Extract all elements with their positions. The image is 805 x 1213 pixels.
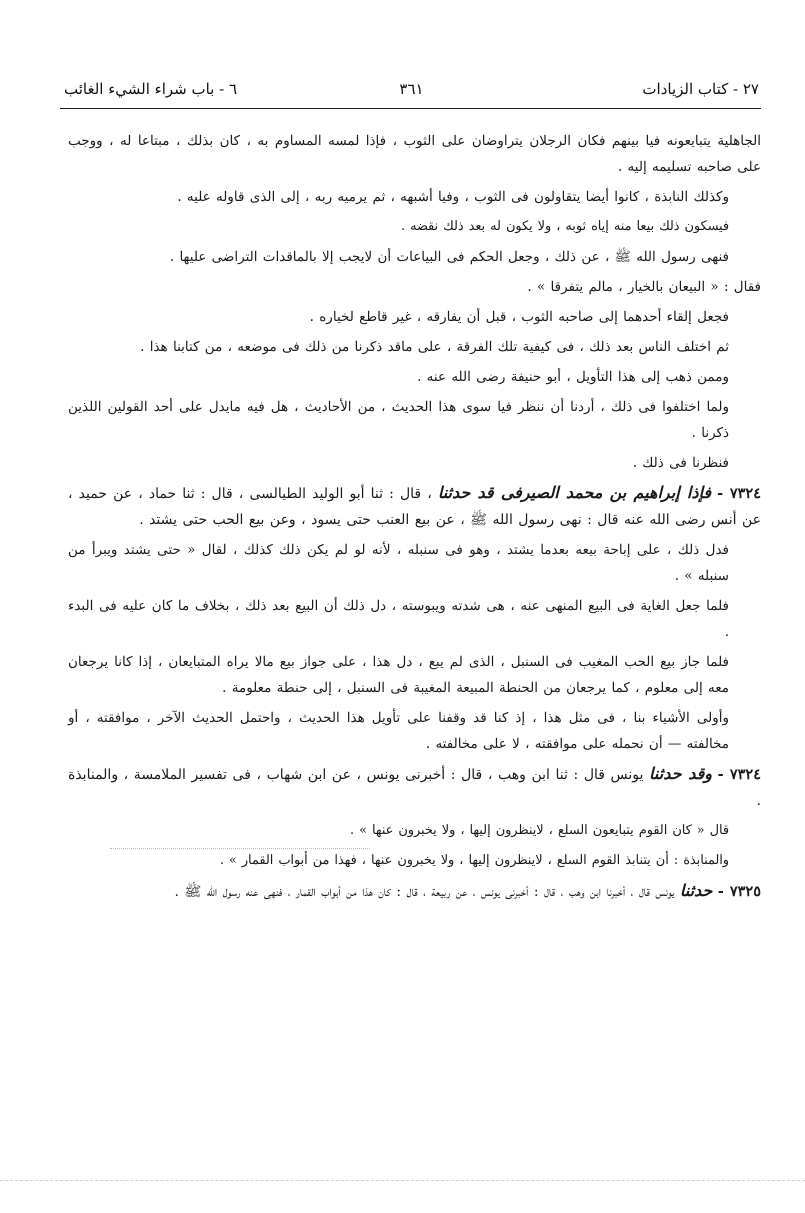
hadith-number: ٧٣٢٥ - <box>717 883 761 900</box>
hadith-number: ٧٣٢٤ - <box>717 766 761 783</box>
paragraph-text: ثم اختلف الناس بعد ذلك ، فى كيفية تلك الفرقة ، على ماقد ذكرنا من ذلك فى موضعه ، من كتابنا هذا . <box>140 339 729 355</box>
paragraph-text: والمنابذة : أن يتنابذ القوم السلع ، لاينظرون إليها ، ولا يخبرون عنها ، فهذا من أبواب القمار » . <box>219 853 729 868</box>
paragraph <box>68 334 761 360</box>
hadith-paragraph <box>68 480 761 533</box>
hadith-paragraph <box>68 761 761 814</box>
paragraph <box>68 818 761 844</box>
paragraph-text: فلما جعل الغاية فى البيع المنهى عنه ، هى شدته ويبوسته ، دل ذلك أن البيع بعد ذلك ، بخلاف ما كان عليه فى البدء . <box>68 598 729 640</box>
paragraph-text: فنهى رسول الله ﷺ ، عن ذلك ، وجعل الحكم فى البياعات أن لايجب إلا بالماقدات التراضى عليها . <box>169 249 729 265</box>
paragraph-text: وكذلك النابذة ، كانوا أيضا يتقاولون فى الثوب ، وفيا أشبهه ، ثم يرميه ربه ، إلى الذى قاوله عليه . <box>177 189 729 205</box>
page-number: ٣٦١ <box>399 80 424 98</box>
paragraph <box>68 848 761 874</box>
paragraph-text: فلما جاز بيع الحب المغيب فى السنبل ، الذى لم يبع ، دل هذا ، على جواز بيع مالا يراه المتبايعان ، إذا كانا يرجعان معه إلى معلوم ، كما يرجعان من الحنطة المبيعة المغيبة فى السنبل ، إلى حنطة معلومة . <box>68 654 729 696</box>
paragraph-text: وأولى الأشياء بنا ، فى مثل هذا ، إذ كنا قد وقفنا على تأويل هذا الحديث ، واحتمل الحديث الآخر ، موافقته ، أو مخالفته — أن نحمله على موافقته ، لا على مخالفته . <box>68 710 729 752</box>
paragraph-text: وممن ذهب إلى هذا التأويل ، أبو حنيفة رضى الله عنه . <box>417 369 729 385</box>
chapter-title: ٦ - باب شراء الشيء الغائب <box>64 80 238 98</box>
paragraph-text: الجاهلية يتبايعونه فيا بينهم فكان الرجلان يتراوضان على الثوب ، فإذا لمسه المساوم به ، كان بذلك ، مبتاعا له ، ووجب على صاحبه تسليمه إليه . <box>68 133 761 175</box>
paragraph-text: فجعل إلقاء أحدهما إلى صاحبه الثوب ، قبل أن يفارقه ، غير قاطع لخياره . <box>309 309 729 325</box>
paragraph <box>68 274 761 300</box>
paragraph-text: ولما اختلفوا فى ذلك ، أردنا أن ننظر فيا سوى هذا الحديث ، من الأحاديث ، هل فيه مايدل على أحد القولين اللذين ذكرنا . <box>68 399 729 441</box>
hadith-number: ٧٣٢٤ - <box>717 485 761 502</box>
paragraph-text: ، قال : ثنا أبو الوليد الطيالسى ، قال : ثنا حماد ، عن حميد ، عن أنس رضى الله عنه قال : نهى رسول الله ﷺ ، عن بيع العنب حتى يسود ، وعن بيع الحب حتى يشتد . <box>68 486 761 528</box>
paragraph <box>68 128 761 180</box>
paragraph <box>68 593 761 645</box>
scan-edge-line <box>0 1180 805 1181</box>
paragraph-text: فدل ذلك ، على إباحة بيعه بعدما يشتد ، وهو فى سنبله ، لأنه لو لم يكن ذلك كذلك ، لقال « حتى يشتد ويبرأ من سنبله » . <box>68 542 729 584</box>
paragraph-text: فقال : « البيعان بالخيار ، مالم يتفرقا » . <box>527 279 761 295</box>
paragraph <box>68 649 761 701</box>
paragraph-text: قال « كان القوم يتبايعون السلع ، لاينظرون إليها ، ولا يخبرون عنها » . <box>349 823 729 838</box>
hadith-intro: فإذا إبراهيم بن محمد الصيرفى قد حدثنا <box>437 483 711 502</box>
paragraph-text: يونس قال ، أخبرنا ابن وهب ، قال : أخبرنى يونس ، عن ربيعة ، قال : كان هذا من أبواب القمار ، فنهى عنه رسول الله ﷺ . <box>174 884 675 900</box>
paragraph <box>68 537 761 589</box>
paragraph <box>68 304 761 330</box>
page-header <box>64 76 759 104</box>
paragraph-text: فنظرنا فى ذلك . <box>632 455 729 471</box>
paragraph-text: فيسكون ذلك بيعا منه إياه ثوبه ، ولا يكون له بعد ذلك نقضه . <box>400 219 729 234</box>
paragraph <box>68 364 761 390</box>
hadith-intro: حدثنا <box>679 881 713 900</box>
paragraph <box>68 214 761 240</box>
header-rule <box>60 108 761 109</box>
paragraph <box>68 394 761 446</box>
paragraph <box>68 705 761 757</box>
book-title: ٢٧ - كتاب الزيادات <box>642 80 759 98</box>
page-body <box>68 128 761 909</box>
paragraph <box>68 184 761 210</box>
paragraph <box>68 244 761 270</box>
paragraph-text: يونس قال : ثنا ابن وهب ، قال : أخبرنى يونس ، عن ابن شهاب ، فى تفسير الملامسة ، والمنابذة . <box>68 767 761 809</box>
hadith-intro: وقد حدثنا <box>649 764 712 783</box>
paragraph <box>68 450 761 476</box>
hadith-paragraph <box>68 878 761 905</box>
dotted-artifact <box>110 848 370 849</box>
